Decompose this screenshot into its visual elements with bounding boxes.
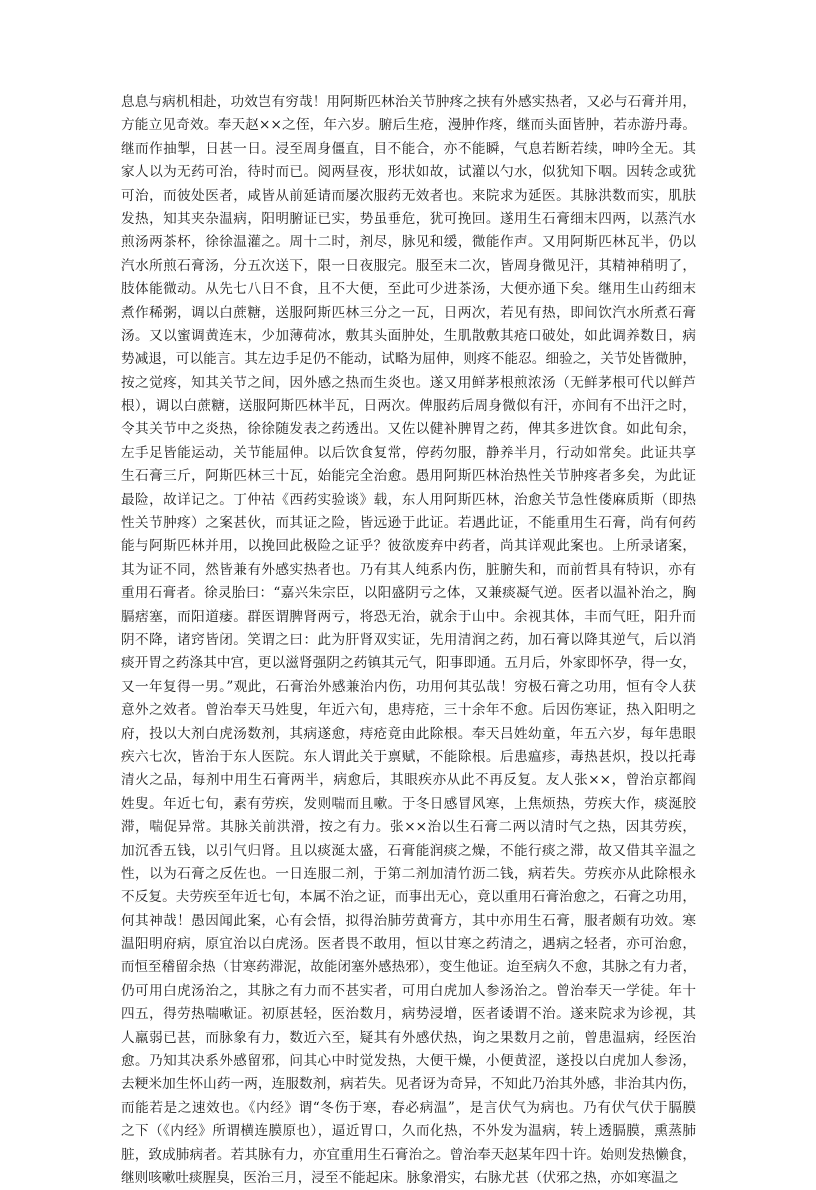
text-line: 痰开胃之药涤其中宫，更以滋肾强阴之药镇其元气，阳事即通。五月后，外家即怀孕，得一女， <box>121 655 696 672</box>
text-line: 发热，知其夹杂温病，阳明腑证已实，势虽垂危，犹可挽回。遂用生石膏细末四两，以蒸汽水 <box>121 210 696 227</box>
text-line: 脏，致成肺病者。若其脉有力，亦宜重用生石膏治之。曾治奉天赵某年四十许。始则发热懒食， <box>121 1146 696 1163</box>
text-line: 生石膏三斤，阿斯匹林三十瓦，始能完全治愈。愚用阿斯匹林治热性关节肿疼者多矣，为此证 <box>121 468 696 485</box>
text-line: 阴不降，诸窍皆闭。笑谓之曰：此为肝肾双实证，先用清润之药，加石膏以降其逆气，后以消 <box>121 631 696 648</box>
text-line: 按之觉疼，知其关节之间，因外感之热而生炎也。遂又用鲜茅根煎浓汤（无鲜茅根可代以鲜芦 <box>121 374 696 391</box>
text-line: 根），调以白蔗糖，送服阿斯匹林半瓦，日两次。俾服药后周身微似有汗，亦间有不出汗之时， <box>121 398 696 415</box>
text-line: 方能立见奇效。奉天赵××之侄，年六岁。腑后生疮，漫肿作疼，继而头面皆肿，若赤游丹毒。 <box>121 117 696 134</box>
text-line: 而能若是之速效也。《内经》谓“冬伤于寒，春必病温”，是言伏气为病也。乃有伏气伏于膈膜 <box>121 1099 696 1116</box>
text-line: 肢体能微动。从先七八日不食，且不大便，至此可少进茶汤，大便亦通下矣。继用生山药细末 <box>121 281 696 298</box>
text-line: 滞，喘促异常。其脉关前洪滑，按之有力。张××治以生石膏二两以清时气之热，因其劳疾， <box>121 819 696 836</box>
text-line: 意外之效者。曾治奉天马姓叟，年近六旬，患痔疮，三十余年不愈。后因伤寒证，热入阳明之 <box>121 702 696 719</box>
text-line: 继则咳嗽吐痰腥臭，医治三月，浸至不能起床。脉象滑实，右脉尤甚（伏邪之热，亦如寒温之 <box>121 1169 679 1186</box>
text-line: 四五，得劳热喘嗽证。初原甚轻，医治数月，病势浸增，医者诿谓不治。遂来院求为诊视，其 <box>121 1006 696 1023</box>
text-line: 愈。乃知其决系外感留邪，问其心中时觉发热，大便干燥，小便黄涩，遂投以白虎加人参汤， <box>121 1053 696 1070</box>
text-line: 膈痞塞，而阳道痿。群医谓脾肾两亏，将恐无治，就余于山中。余视其体，丰而气旺，阳升而 <box>121 608 696 625</box>
text-line: 煎汤两茶杯，徐徐温灌之。周十二时，剂尽，脉见和缓，微能作声。又用阿斯匹林瓦半，仍以 <box>121 234 696 251</box>
text-line: 之下（《内经》所谓横连膜原也），逼近胃口，久而化热，不外发为温病，转上透膈膜，熏蒸肺 <box>121 1123 696 1140</box>
text-line: 加沉香五钱，以引气归肾。且以痰涎太盛，石膏能润痰之燥，不能行痰之滞，故又借其辛温之 <box>121 842 696 859</box>
text-line: 势减退，可以能言。其左边手足仍不能动，试略为屈伸，则疼不能忍。细验之，关节处皆微肿， <box>121 351 696 368</box>
text-line: 令其关节中之炎热，徐徐随发表之药透出。又佐以健补脾胃之药，俾其多进饮食。如此旬余， <box>121 421 696 438</box>
text-line: 可治，而彼处医者，咸皆从前延请而屡次服药无效者也。来院求为延医。其脉洪数而实，肌肤 <box>121 187 696 204</box>
text-line: 疾六七次，皆治于东人医院。东人谓此关于禀赋，不能除根。后患瘟疹，毒热甚炽，投以托毒 <box>121 748 696 765</box>
text-line: 息息与病机相赴，功效岂有穷哉！用阿斯匹林治关节肿疼之挟有外感实热者，又必与石膏并用， <box>121 94 696 110</box>
text-line: 温阳明府病，原宜治以白虎汤。医者畏不敢用，恒以甘寒之药清之，遇病之轻者，亦可治愈， <box>121 936 696 953</box>
text-line: 仍可用白虎汤治之，其脉之有力而不甚实者，可用白虎加人参汤治之。曾治奉天一学徒。年十 <box>121 982 696 999</box>
text-line: 家人以为无药可治，待时而已。阅两昼夜，形状如故，试灌以勺水，似犹知下咽。因转念或犹 <box>121 164 696 181</box>
text-line: 去粳米加生怀山药一两，连服数剂，病若失。见者讶为奇异，不知此乃治其外感，非治其内伤， <box>121 1076 696 1093</box>
text-line: 清火之品，每剂中用生石膏两半，病愈后，其眼疾亦从此不再反复。友人张××，曾治京都阎 <box>121 772 696 789</box>
text-line: 汽水所煎石膏汤，分五次送下，限一日夜服完。服至末二次，皆周身微见汗，其精神稍明了， <box>121 257 696 274</box>
text-line: 何其神哉！愚因闻此案，心有会悟，拟得治肺劳黄膏方，其中亦用生石膏，服者颇有功效。寒 <box>121 912 696 929</box>
text-line: 性关节肿疼）之案甚伙，而其证之险，皆远逊于此证。若遇此证，不能重用生石膏，尚有何药 <box>121 515 696 532</box>
text-line: 继而作抽掣，日甚一日。浸至周身僵直，目不能合，亦不能瞬，气息若断若续，呻吟全无。其 <box>121 140 696 157</box>
text-line: 府，投以大剂白虎汤数剂，其病遂愈，痔疮竟由此除根。奉天吕姓幼童，年五六岁，每年患眼 <box>121 725 696 742</box>
body-text <box>121 91 696 1190</box>
text-line: 煮作稀粥，调以白蔗糖，送服阿斯匹林三分之一瓦，日两次，若见有热，即间饮汽水所煮石膏 <box>121 304 696 321</box>
text-line: 又一年复得一男。”观此，石膏治外感兼治内伤，功用何其弘哉！穷极石膏之功用，恒有令人获 <box>121 678 696 695</box>
text-line: 汤。又以蜜调黄连末，少加薄荷冰，敷其头面肿处，生肌散敷其疮口破处，如此调养数日，病 <box>121 327 696 344</box>
text-line: 不反复。夫劳疾至年近七旬，本属不治之证，而事出无心，竟以重用石膏治愈之，石膏之功用， <box>121 889 696 906</box>
text-line: 重用石膏者。徐灵胎曰：“嘉兴朱宗臣，以阳盛阴亏之体，又兼痰凝气逆。医者以温补治之，胸 <box>121 585 696 602</box>
text-line: 最险，故详记之。丁仲祜《西药实验谈》载，东人用阿斯匹林，治愈关节急性偻麻质斯（即热 <box>121 491 696 508</box>
text-line: 姓叟。年近七旬，素有劳疾，发则喘而且嗽。于冬日感冒风寒，上焦烦热，劳疾大作，痰涎胶 <box>121 795 696 812</box>
text-line: 性，以为石膏之反佐也。一日连服二剂，于第二剂加清竹沥二钱，病若失。劳疾亦从此除根永 <box>121 865 696 882</box>
text-line: 左手足皆能运动，关节能屈伸。以后饮食复常，停药勿服，静养半月，行动如常矣。此证共享 <box>121 444 696 461</box>
text-line: 而恒至稽留余热（甘寒药滞泥，故能闭塞外感热邪），变生他证。迨至病久不愈，其脉之有力者， <box>121 960 696 976</box>
text-line: 其为证不同，然皆兼有外感实热者也。乃有其人纯系内伤，脏腑失和，而前哲具有特识，亦有 <box>121 561 696 578</box>
text-line: 人羸弱已甚，而脉象有力，数近六至，疑其有外感伏热，询之果数月之前，曾患温病，经医治 <box>121 1029 696 1046</box>
text-line: 能与阿斯匹林并用，以挽回此极险之证乎？彼欲废弃中药者，尚其详观此案也。上所录诸案， <box>121 538 696 555</box>
